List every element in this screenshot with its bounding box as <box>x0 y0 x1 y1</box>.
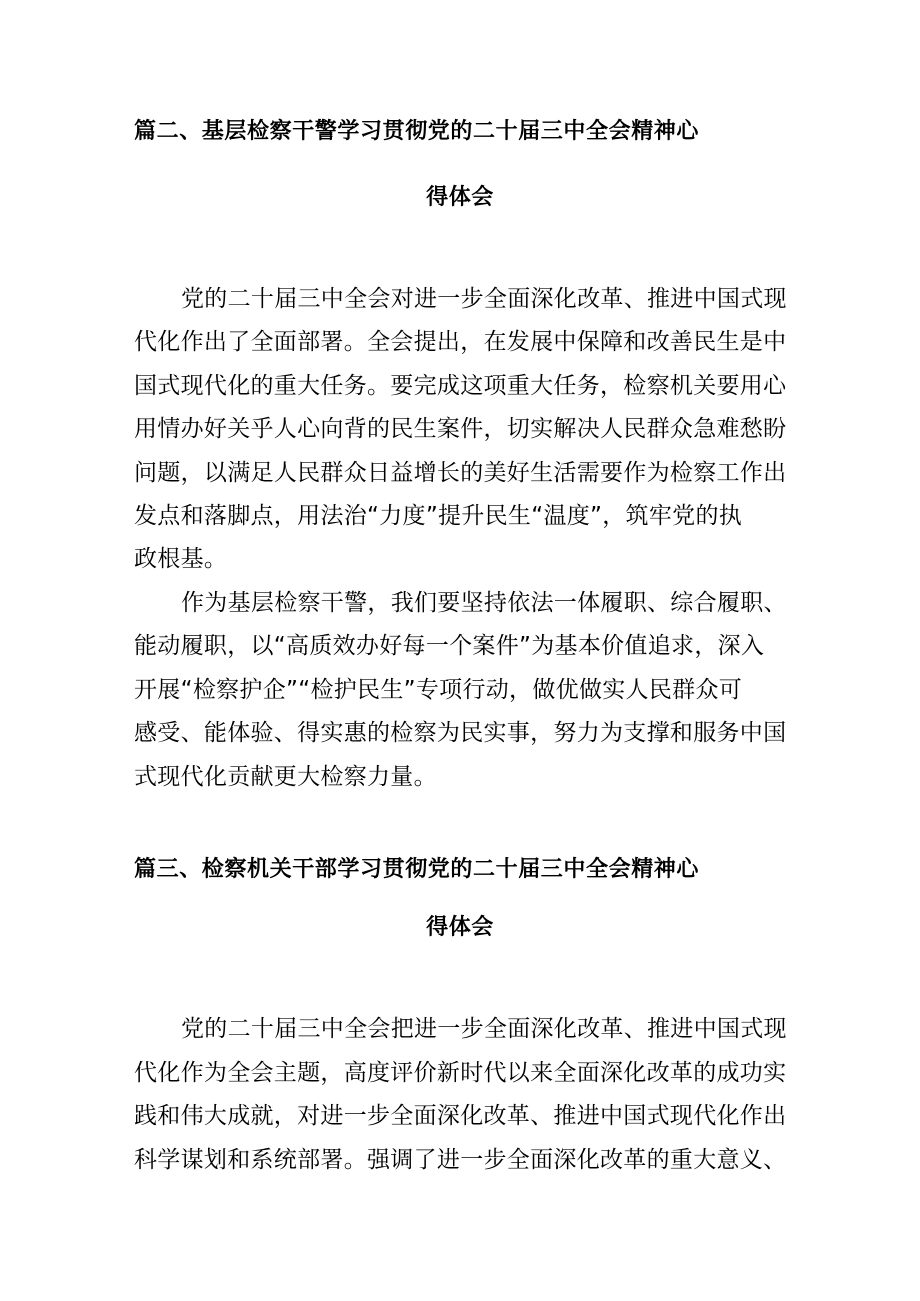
section-2-para-2-line-2: 能动履职，以“高质效办好每一个案件”为基本价值追求，深入 <box>134 633 765 659</box>
section-2-para-2-line-5: 式现代化贡献更大检察力量。 <box>134 764 437 790</box>
section-2-para-1-line-2: 代化作出了全面部署。全会提出，在发展中保障和改善民生是中 <box>134 329 787 355</box>
section-2-para-1-line-6: 发点和落脚点，用法治“力度”提升民生“温度”，筑牢党的执 <box>134 503 743 529</box>
section-2-para-1-line-4: 用情办好关乎人心向背的民生案件，切实解决人民群众急难愁盼 <box>134 416 787 442</box>
section-2-para-1-line-1: 党的二十届三中全会对进一步全面深化改革、推进中国式现 <box>181 286 787 312</box>
section-2-para-1-line-5: 问题，以满足人民群众日益增长的美好生活需要作为检察工作出 <box>134 460 787 486</box>
section-3-title-line-1: 篇三、检察机关干部学习贯彻党的二十届三中全会精神心 <box>134 857 700 882</box>
section-2-para-1-line-7: 政根基。 <box>134 546 228 572</box>
section-2-para-1-line-3: 国式现代化的重大任务。要完成这项重大任务，检察机关要用心 <box>134 373 787 399</box>
section-2-para-2-line-3: 开展“检察护企”“检护民生”专项行动，做优做实人民群众可 <box>134 677 743 703</box>
section-3-para-1-line-3: 践和伟大成就，对进一步全面深化改革、推进中国式现代化作出 <box>134 1103 787 1129</box>
section-2-title-line-1: 篇二、基层检察干警学习贯彻党的二十届三中全会精神心 <box>134 119 700 144</box>
section-3-para-1-line-1: 党的二十届三中全会把进一步全面深化改革、推进中国式现 <box>181 1016 787 1042</box>
section-3-para-1-line-2: 代化作为全会主题，高度评价新时代以来全面深化改革的成功实 <box>134 1060 787 1086</box>
section-2-para-2-line-1: 作为基层检察干警，我们要坚持依法一体履职、综合履职、 <box>181 590 787 616</box>
section-3-para-1-line-4: 科学谋划和系统部署。强调了进一步全面深化改革的重大意义、 <box>134 1147 787 1173</box>
section-2-title-line-2: 得体会 <box>426 185 494 210</box>
section-3-title-line-2: 得体会 <box>426 915 494 940</box>
section-2-para-2-line-4: 感受、能体验、得实惠的检察为民实事，努力为支撑和服务中国 <box>134 720 787 746</box>
